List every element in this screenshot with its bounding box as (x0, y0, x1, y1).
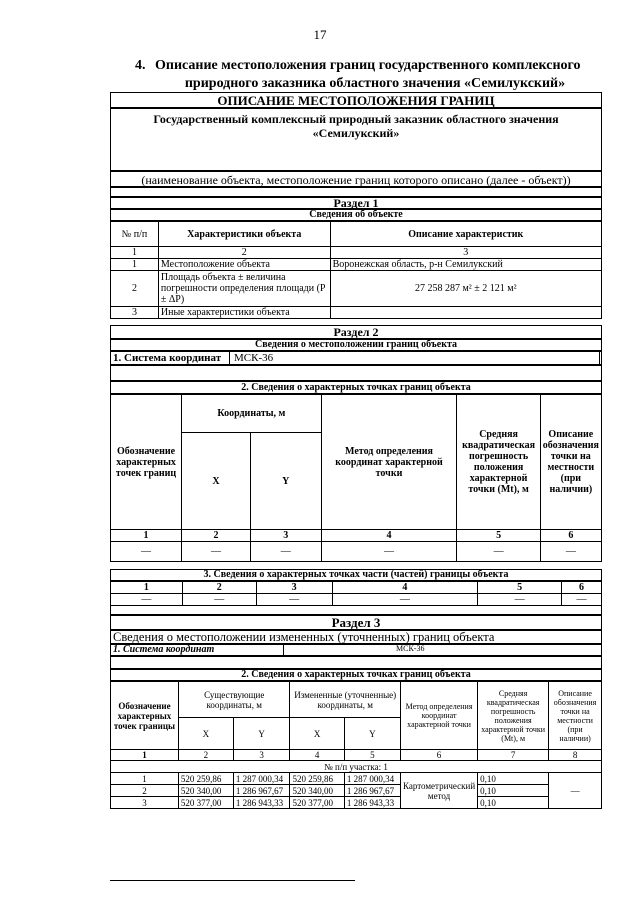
table-row (111, 761, 602, 773)
coord-system-label: 1. Система координат (113, 644, 215, 655)
row-y1: 1 287 000,34 (233, 773, 290, 785)
h-error: Средняя квадратическая погрешность положения характерной точки (Mt), м (478, 682, 549, 750)
h-method: Метод определения координат характерной точки (321, 395, 457, 530)
heading-line1: Описание местоположения границ государственного комплексного (155, 58, 581, 73)
h-descr: Описание обозначения точки на местности (при наличии) (540, 395, 601, 530)
row-num: 1 (111, 773, 179, 785)
row-desc (330, 307, 601, 319)
row-x2: 520 377,00 (290, 797, 344, 809)
row-x2: 520 259,86 (290, 773, 344, 785)
section3-points-table (110, 681, 602, 809)
section2-title: Раздел 2 (333, 325, 379, 339)
section2-part-points-table (110, 581, 602, 606)
coord-system-label: 1. Система координат (113, 352, 222, 364)
h-x: X (290, 718, 344, 750)
object-name-line1: Государственный комплексный природный заказник областного значения (153, 112, 559, 126)
table-colnum-row (111, 247, 602, 259)
section2-part3-title-box (110, 569, 602, 581)
h-y: Y (344, 718, 400, 750)
colnum: 5 (344, 750, 400, 761)
table-row (111, 271, 602, 307)
colnum: 2 (178, 750, 233, 761)
dash-cell: — (182, 594, 256, 606)
dash-cell: — (332, 594, 478, 606)
table-header-row (111, 395, 602, 433)
colnum: 2 (158, 247, 330, 259)
spacer-row (110, 605, 602, 615)
h-x: X (178, 718, 233, 750)
colnum: 1 (111, 582, 183, 594)
table-header-row (111, 222, 602, 247)
table-colnum-row (111, 530, 602, 542)
section3-part2-title: 2. Сведения о характерных точках границ объекта (241, 669, 471, 680)
doc-title-box (110, 92, 602, 108)
section3-title: Раздел 3 (331, 615, 381, 630)
section1-title: Раздел 1 (333, 196, 379, 210)
h-descr: Описание обозначения точки на местности (при наличии) (549, 682, 602, 750)
row-y1: 1 286 943,33 (233, 797, 290, 809)
colnum: 7 (478, 750, 549, 761)
col-char-header: Характеристики объекта (158, 222, 330, 247)
colnum: 6 (540, 530, 601, 542)
footnote-rule (110, 880, 355, 881)
dash-cell: — (182, 542, 251, 562)
col-num-header: № п/п (111, 222, 159, 247)
section1-subtitle: Сведения об объекте (309, 209, 403, 220)
spacer-row (110, 365, 602, 381)
h-point: Обозначение характерных точек границ (111, 395, 182, 530)
colnum: 1 (111, 750, 179, 761)
table-row (111, 594, 602, 606)
colnum: 3 (233, 750, 290, 761)
row-mt: 0,10 (478, 773, 549, 785)
heading-line2: природного заказника областного значения «Семилукский» (184, 76, 566, 91)
row-char: Иные характеристики объекта (158, 307, 330, 319)
col-desc-header: Описание характеристик (330, 222, 601, 247)
table-row (111, 773, 602, 785)
section3-coord-row (110, 644, 602, 656)
h-method: Метод определения координат характерной точки (400, 682, 477, 750)
page-number: 17 (313, 27, 327, 42)
colnum: 3 (330, 247, 601, 259)
row-desc: 27 258 287 м² ± 2 121 м² (330, 271, 601, 307)
h-existing: Существующие координаты, м (178, 682, 290, 718)
colnum: 4 (332, 582, 478, 594)
row-desc: Воронежская область, р-н Семилукский (330, 259, 601, 271)
row-y1: 1 286 967,67 (233, 785, 290, 797)
colnum: 2 (182, 582, 256, 594)
h-coords: Координаты, м (182, 395, 321, 433)
colnum: 1 (111, 247, 159, 259)
table-row (111, 259, 602, 271)
row-num: 3 (111, 307, 159, 319)
object-name-line2: «Семилукский» (312, 126, 400, 140)
section2-subtitle: Сведения о местоположении границ объекта (255, 339, 457, 350)
descr-dash: — (549, 773, 602, 809)
dash-cell: — (478, 594, 562, 606)
table-row (111, 797, 602, 809)
dash-cell: — (111, 594, 183, 606)
dash-cell: — (111, 542, 182, 562)
section2-part2-title: 2. Сведения о характерных точках границ объекта (241, 382, 471, 393)
h-error: Средняя квадратическая погрешность положения характерной точки (Mt), м (457, 395, 540, 530)
dash-cell: — (321, 542, 457, 562)
object-caption-box (110, 171, 602, 187)
spacer-row (110, 656, 602, 669)
h-y: Y (233, 718, 290, 750)
doc-title: ОПИСАНИЕ МЕСТОПОЛОЖЕНИЯ ГРАНИЦ (217, 93, 495, 108)
colnum: 6 (562, 582, 602, 594)
row-mt: 0,10 (478, 797, 549, 809)
object-caption: (наименование объекта, местоположение границ которого описано (далее - объект)) (141, 173, 571, 187)
table-row (111, 542, 602, 562)
section3-subtitle-box (110, 630, 602, 644)
table-colnum-row (111, 750, 602, 761)
section2-points-table (110, 394, 602, 562)
section2-part2-title-box (110, 381, 602, 394)
h-point: Обозначение характерных точек границы (111, 682, 179, 750)
row-char: Площадь объекта ± величина погрешности определения площади (P ± ΔP) (158, 271, 330, 307)
section3-title-box (110, 615, 602, 630)
row-num: 3 (111, 797, 179, 809)
section3-subtitle: Сведения о местоположении измененных (уточненных) границ объекта (113, 630, 495, 644)
section2-coord-row (110, 351, 602, 365)
row-x2: 520 340,00 (290, 785, 344, 797)
table-row (111, 785, 602, 797)
section1-subtitle-box (110, 209, 602, 221)
section3-part2-title-box (110, 669, 602, 681)
row-y2: 1 287 000,34 (344, 773, 400, 785)
heading-number: 4. (135, 58, 146, 73)
dash-cell: — (256, 594, 332, 606)
colnum: 4 (321, 530, 457, 542)
coord-system-value: МСК-36 (396, 644, 425, 653)
object-name-box (110, 108, 602, 171)
row-x1: 520 377,00 (178, 797, 233, 809)
table-header-row (111, 682, 602, 718)
colnum: 6 (400, 750, 477, 761)
dash-cell: — (540, 542, 601, 562)
h-changed: Измененные (уточненные) координаты, м (290, 682, 400, 718)
coord-system-value: МСК-36 (234, 352, 274, 364)
row-x1: 520 259,86 (178, 773, 233, 785)
section1-table (110, 221, 602, 319)
dash-cell: — (562, 594, 602, 606)
h-y: Y (250, 433, 321, 530)
row-num: 1 (111, 259, 159, 271)
colnum: 4 (290, 750, 344, 761)
row-y2: 1 286 943,33 (344, 797, 400, 809)
section2-subtitle-box (110, 339, 602, 351)
row-mt: 0,10 (478, 785, 549, 797)
dash-cell: — (250, 542, 321, 562)
colnum: 8 (549, 750, 602, 761)
row-y2: 1 286 967,67 (344, 785, 400, 797)
section1-title-box (110, 197, 602, 209)
row-num: 2 (111, 271, 159, 307)
parcel-label: № п/п участка: 1 (111, 761, 602, 773)
dash-cell: — (457, 542, 540, 562)
colnum: 2 (182, 530, 251, 542)
row-x1: 520 340,00 (178, 785, 233, 797)
method-cell: Картометрический метод (400, 773, 477, 809)
colnum: 3 (250, 530, 321, 542)
colnum: 5 (478, 582, 562, 594)
row-num: 2 (111, 785, 179, 797)
colnum: 5 (457, 530, 540, 542)
section2-title-box (110, 325, 602, 339)
table-colnum-row (111, 582, 602, 594)
section2-part3-title: 3. Сведения о характерных точках части (частей) границы объекта (203, 569, 509, 580)
row-char: Местоположение объекта (158, 259, 330, 271)
colnum: 1 (111, 530, 182, 542)
colnum: 3 (256, 582, 332, 594)
h-x: X (182, 433, 251, 530)
table-row (111, 307, 602, 319)
